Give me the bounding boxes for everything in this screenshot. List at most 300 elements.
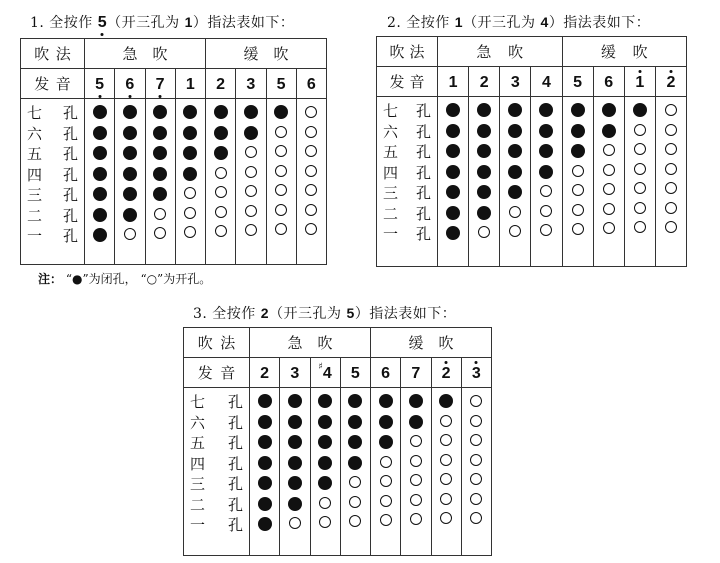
closed-hole-icon bbox=[214, 146, 228, 160]
open-hole-icon bbox=[540, 205, 552, 217]
fingering-column bbox=[593, 97, 624, 267]
open-hole-icon bbox=[440, 512, 452, 524]
open-hole-icon bbox=[305, 106, 317, 118]
closed-hole-icon bbox=[508, 165, 522, 179]
footnote bbox=[38, 270, 211, 287]
closed-hole-icon bbox=[258, 456, 272, 470]
open-hole-icon bbox=[275, 184, 287, 196]
open-hole-icon bbox=[305, 145, 317, 157]
closed-hole-icon bbox=[288, 435, 302, 449]
open-hole-icon bbox=[154, 208, 166, 220]
open-hole-icon bbox=[440, 473, 452, 485]
hole-label bbox=[377, 224, 437, 245]
closed-hole-icon bbox=[153, 126, 167, 140]
method-label bbox=[184, 328, 250, 358]
fingering-column bbox=[310, 388, 340, 556]
open-hole-icon bbox=[124, 228, 136, 240]
pitch-note-cell bbox=[562, 67, 593, 97]
open-hole-icon bbox=[603, 222, 615, 234]
closed-hole-icon bbox=[409, 415, 423, 429]
pitch-note-cell bbox=[250, 358, 280, 388]
closed-hole-icon bbox=[123, 187, 137, 201]
pitch-note-cell bbox=[531, 67, 562, 97]
open-hole-icon bbox=[470, 493, 482, 505]
pitch-note: 2 bbox=[260, 364, 270, 382]
closed-hole-icon bbox=[93, 228, 107, 242]
closed-hole-icon bbox=[446, 103, 460, 117]
closed-hole-icon bbox=[93, 167, 107, 181]
closed-hole-icon bbox=[244, 105, 258, 119]
closed-hole-icon bbox=[214, 126, 228, 140]
label-char: 急 bbox=[287, 334, 303, 352]
closed-hole-icon bbox=[318, 415, 332, 429]
hole-number: 二 bbox=[190, 495, 206, 514]
open-hole-icon bbox=[470, 454, 482, 466]
pitch-note: 6 bbox=[306, 75, 316, 93]
closed-hole-icon bbox=[446, 165, 460, 179]
fingering-table-1 bbox=[20, 38, 327, 265]
fingering-column bbox=[562, 97, 593, 267]
open-hole-icon bbox=[215, 186, 227, 198]
label-char: 吹 bbox=[273, 45, 289, 63]
label-char: 音 bbox=[220, 364, 236, 382]
pitch-label bbox=[377, 67, 438, 97]
pitch-note-cell bbox=[85, 69, 115, 99]
label-char: 缓 bbox=[600, 43, 616, 61]
slow-blow-header bbox=[206, 39, 327, 69]
hole-word: 孔 bbox=[415, 143, 431, 161]
pitch-note-cell bbox=[266, 69, 296, 99]
title-text: 3. 全按作 bbox=[193, 306, 261, 322]
slow-blow-header bbox=[371, 328, 492, 358]
open-hole-icon bbox=[665, 163, 677, 175]
open-hole-icon bbox=[410, 474, 422, 486]
fingering-body bbox=[184, 388, 492, 556]
open-hole-icon bbox=[665, 124, 677, 136]
open-hole-icon bbox=[215, 167, 227, 179]
pitch-note-cell bbox=[371, 358, 401, 388]
open-hole-icon bbox=[410, 513, 422, 525]
fingering-column bbox=[206, 99, 236, 265]
pitch-note-cell bbox=[500, 67, 531, 97]
hole-labels bbox=[184, 388, 250, 556]
fingering-column bbox=[500, 97, 531, 267]
table-1-title bbox=[30, 12, 294, 32]
open-hole-icon bbox=[184, 207, 196, 219]
open-hole-icon bbox=[245, 185, 257, 197]
open-hole-icon bbox=[572, 223, 584, 235]
closed-hole-icon bbox=[183, 146, 197, 160]
title-text: 2. 全按作 bbox=[387, 15, 455, 31]
pitch-note-cell bbox=[340, 358, 370, 388]
label-char: 发 bbox=[34, 75, 50, 93]
hole-number: 三 bbox=[383, 184, 399, 202]
fingering-column bbox=[438, 97, 469, 267]
open-hole-icon bbox=[275, 165, 287, 177]
open-hole-icon bbox=[245, 166, 257, 178]
open-hole-icon bbox=[380, 495, 392, 507]
closed-hole-icon bbox=[93, 187, 107, 201]
label-char: 吹 bbox=[438, 334, 454, 352]
open-hole-icon bbox=[319, 497, 331, 509]
hole-label bbox=[377, 163, 437, 184]
pitch-note: 6 bbox=[604, 73, 614, 91]
title-text: （开三孔为 bbox=[107, 15, 185, 31]
pitch-note-cell bbox=[438, 67, 469, 97]
open-hole-icon bbox=[470, 395, 482, 407]
label-char: 音 bbox=[55, 75, 71, 93]
open-hole-icon bbox=[349, 515, 361, 527]
pitch-note: 3 bbox=[246, 75, 256, 93]
pitch-note-cell bbox=[310, 358, 340, 388]
label-char: 法 bbox=[409, 43, 425, 61]
title-text: 1. 全按作 bbox=[30, 15, 98, 31]
open-hole-icon bbox=[665, 143, 677, 155]
hole-word: 孔 bbox=[62, 124, 78, 143]
hole-word: 孔 bbox=[62, 165, 78, 184]
closed-hole-icon bbox=[348, 435, 362, 449]
closed-hole-icon bbox=[258, 497, 272, 511]
closed-hole-icon bbox=[571, 144, 585, 158]
header-row-pitch bbox=[184, 358, 492, 388]
closed-hole-icon bbox=[446, 124, 460, 138]
header-row-pitch bbox=[377, 67, 687, 97]
closed-hole-icon bbox=[183, 126, 197, 140]
hole-word: 孔 bbox=[227, 454, 243, 473]
open-hole-icon bbox=[470, 512, 482, 524]
hole-word: 孔 bbox=[227, 516, 243, 534]
closed-hole-icon bbox=[539, 144, 553, 158]
fingering-column bbox=[236, 99, 266, 265]
fingering-column bbox=[624, 97, 655, 267]
closed-hole-icon bbox=[602, 124, 616, 138]
label-char: 吹 bbox=[152, 45, 168, 63]
label-char: 发 bbox=[197, 364, 213, 382]
label-char: 吹 bbox=[632, 43, 648, 61]
open-hole-icon bbox=[665, 182, 677, 194]
closed-hole-icon bbox=[123, 208, 137, 222]
pitch-note: 5 bbox=[95, 75, 105, 93]
closed-hole-icon bbox=[539, 165, 553, 179]
hole-word: 孔 bbox=[415, 102, 431, 120]
table-2-title bbox=[387, 12, 650, 32]
open-hole-icon bbox=[410, 455, 422, 467]
fast-blow-header bbox=[250, 328, 371, 358]
hole-number: 五 bbox=[27, 145, 43, 163]
open-hole-icon bbox=[215, 225, 227, 237]
fingering-column bbox=[145, 99, 175, 265]
open-hole-icon bbox=[289, 517, 301, 529]
hole-word: 孔 bbox=[62, 145, 78, 163]
open-hole-icon bbox=[603, 183, 615, 195]
open-hole-icon bbox=[572, 165, 584, 177]
open-hole-icon bbox=[410, 435, 422, 447]
label-char: 急 bbox=[476, 43, 492, 61]
hole-label bbox=[184, 433, 249, 454]
label-char: 吹 bbox=[317, 334, 333, 352]
pitch-note: 6 bbox=[381, 364, 391, 382]
hole-label bbox=[184, 495, 249, 516]
closed-hole-icon bbox=[258, 517, 272, 531]
pitch-label bbox=[184, 358, 250, 388]
hole-number: 七 bbox=[383, 102, 399, 120]
closed-hole-icon bbox=[258, 476, 272, 490]
pitch-note: 1 bbox=[448, 73, 458, 91]
open-hole-icon bbox=[440, 493, 452, 505]
hole-label bbox=[21, 185, 84, 206]
hole-labels bbox=[377, 97, 438, 267]
title-text: ）指法表如下： bbox=[192, 15, 295, 31]
closed-hole-icon bbox=[258, 394, 272, 408]
pitch-note: 6 bbox=[125, 75, 135, 93]
hole-number: 四 bbox=[27, 165, 43, 184]
open-symbol: “○” bbox=[140, 272, 164, 286]
fast-blow-header bbox=[85, 39, 206, 69]
hole-label bbox=[184, 392, 249, 413]
closed-hole-icon bbox=[274, 105, 288, 119]
fingering-column bbox=[296, 99, 326, 265]
label-char: 吹 bbox=[197, 334, 213, 352]
fingering-body bbox=[21, 99, 327, 265]
hole-number: 三 bbox=[27, 186, 43, 204]
pitch-note: 7 bbox=[155, 75, 165, 93]
hole-number: 二 bbox=[383, 204, 399, 223]
label-char: 法 bbox=[55, 45, 71, 63]
hole-word: 孔 bbox=[415, 204, 431, 223]
hole-number: 六 bbox=[27, 124, 43, 143]
open-hole-icon bbox=[440, 434, 452, 446]
closed-hole-icon bbox=[93, 208, 107, 222]
open-hole-icon bbox=[305, 165, 317, 177]
hole-number: 四 bbox=[190, 454, 206, 473]
title-text: （开三孔为 bbox=[463, 15, 541, 31]
closed-hole-icon bbox=[258, 415, 272, 429]
open-hole-icon bbox=[215, 206, 227, 218]
fingering-column bbox=[531, 97, 562, 267]
open-hole-icon bbox=[665, 202, 677, 214]
hole-number: 六 bbox=[383, 122, 399, 141]
hole-word: 孔 bbox=[62, 206, 78, 225]
header-row-method bbox=[377, 37, 687, 67]
closed-hole-icon bbox=[153, 105, 167, 119]
closed-hole-icon bbox=[379, 435, 393, 449]
hole-word: 孔 bbox=[415, 225, 431, 243]
closed-hole-icon bbox=[123, 105, 137, 119]
open-hole-icon bbox=[305, 204, 317, 216]
open-hole-icon bbox=[509, 225, 521, 237]
open-text: 为开孔。 bbox=[163, 272, 212, 286]
closed-hole-icon bbox=[93, 105, 107, 119]
open-hole-icon bbox=[634, 143, 646, 155]
closed-hole-icon bbox=[258, 435, 272, 449]
hole-label bbox=[184, 454, 249, 475]
closed-hole-icon bbox=[318, 435, 332, 449]
pitch-note: 5 bbox=[350, 364, 360, 382]
fingering-column bbox=[371, 388, 401, 556]
hole-word: 孔 bbox=[227, 475, 243, 493]
label-char: 吹 bbox=[389, 43, 405, 61]
open-hole-icon bbox=[275, 126, 287, 138]
closed-hole-icon bbox=[348, 394, 362, 408]
open-hole-icon bbox=[540, 185, 552, 197]
open-hole-icon bbox=[319, 516, 331, 528]
title-note: 1 bbox=[454, 14, 464, 30]
title-text: ）指法表如下： bbox=[548, 15, 651, 31]
closed-hole-icon bbox=[288, 497, 302, 511]
fingering-table-2 bbox=[376, 36, 687, 267]
hole-label bbox=[21, 144, 84, 165]
open-hole-icon bbox=[410, 494, 422, 506]
fingering-column bbox=[469, 97, 500, 267]
closed-symbol: “●” bbox=[65, 272, 89, 286]
pitch-note-cell bbox=[145, 69, 175, 99]
hole-label bbox=[21, 103, 84, 124]
pitch-note-cell bbox=[280, 358, 310, 388]
closed-hole-icon bbox=[477, 103, 491, 117]
header-row-pitch bbox=[21, 69, 327, 99]
label-char: 缓 bbox=[243, 45, 259, 63]
closed-hole-icon bbox=[348, 456, 362, 470]
pitch-note: 5 bbox=[573, 73, 583, 91]
open-hole-icon bbox=[509, 206, 521, 218]
hole-word: 孔 bbox=[62, 227, 78, 245]
hole-word: 孔 bbox=[62, 104, 78, 122]
hole-number: 五 bbox=[190, 434, 206, 452]
hole-label bbox=[377, 183, 437, 204]
open-hole-icon bbox=[245, 224, 257, 236]
open-hole-icon bbox=[440, 454, 452, 466]
open-hole-icon bbox=[245, 205, 257, 217]
closed-hole-icon bbox=[446, 226, 460, 240]
open-hole-icon bbox=[349, 496, 361, 508]
hole-word: 孔 bbox=[227, 434, 243, 452]
label-char: 音 bbox=[409, 73, 425, 91]
pitch-note-cell bbox=[624, 67, 655, 97]
label-char: 缓 bbox=[408, 334, 424, 352]
pitch-note-cell bbox=[175, 69, 205, 99]
closed-hole-icon bbox=[508, 144, 522, 158]
closed-hole-icon bbox=[633, 103, 647, 117]
fingering-column bbox=[175, 99, 205, 265]
closed-hole-icon bbox=[446, 206, 460, 220]
hole-word: 孔 bbox=[415, 163, 431, 182]
closed-hole-icon bbox=[288, 394, 302, 408]
hole-number: 七 bbox=[190, 393, 206, 411]
pitch-note: 5 bbox=[276, 75, 286, 93]
closed-hole-icon bbox=[153, 187, 167, 201]
hole-word: 孔 bbox=[227, 413, 243, 432]
open-hole-icon bbox=[275, 145, 287, 157]
hole-label bbox=[377, 142, 437, 163]
closed-hole-icon bbox=[288, 456, 302, 470]
fingering-body bbox=[377, 97, 687, 267]
pitch-note: 1 bbox=[635, 73, 645, 91]
closed-hole-icon bbox=[571, 124, 585, 138]
closed-hole-icon bbox=[348, 415, 362, 429]
closed-hole-icon bbox=[409, 394, 423, 408]
title-note: 1 bbox=[184, 14, 193, 30]
pitch-note-cell bbox=[655, 67, 686, 97]
pitch-label bbox=[21, 69, 85, 99]
closed-hole-icon bbox=[318, 476, 332, 490]
title-text: ）指法表如下： bbox=[354, 306, 457, 322]
closed-hole-icon bbox=[477, 206, 491, 220]
closed-hole-icon bbox=[379, 394, 393, 408]
open-hole-icon bbox=[634, 221, 646, 233]
closed-hole-icon bbox=[153, 167, 167, 181]
hole-number: 七 bbox=[27, 104, 43, 122]
fingering-column bbox=[401, 388, 431, 556]
open-hole-icon bbox=[478, 226, 490, 238]
closed-hole-icon bbox=[477, 185, 491, 199]
pitch-note: 2 bbox=[479, 73, 489, 91]
hole-number: 一 bbox=[27, 227, 43, 245]
open-hole-icon bbox=[275, 204, 287, 216]
open-hole-icon bbox=[305, 184, 317, 196]
closed-hole-icon bbox=[318, 394, 332, 408]
title-text: （开三孔为 bbox=[269, 306, 347, 322]
pitch-note: 2 bbox=[666, 73, 676, 91]
pitch-note: 2 bbox=[441, 364, 451, 382]
footnote-key: 注： bbox=[38, 272, 63, 286]
closed-hole-icon bbox=[244, 126, 258, 140]
hole-label bbox=[184, 413, 249, 434]
pitch-note: 7 bbox=[411, 364, 421, 382]
open-hole-icon bbox=[470, 473, 482, 485]
closed-hole-icon bbox=[508, 185, 522, 199]
fingering-column bbox=[266, 99, 296, 265]
fingering-column bbox=[655, 97, 686, 267]
fast-blow-header bbox=[438, 37, 563, 67]
hole-number: 五 bbox=[383, 143, 399, 161]
open-hole-icon bbox=[380, 514, 392, 526]
sharp-sign: ♯ bbox=[318, 361, 323, 372]
method-label bbox=[21, 39, 85, 69]
label-char: 急 bbox=[122, 45, 138, 63]
closed-hole-icon bbox=[379, 415, 393, 429]
closed-text: 为闭孔， bbox=[88, 272, 137, 286]
open-hole-icon bbox=[634, 124, 646, 136]
hole-word: 孔 bbox=[227, 393, 243, 411]
hole-number: 四 bbox=[383, 163, 399, 182]
open-hole-icon bbox=[603, 203, 615, 215]
open-hole-icon bbox=[380, 456, 392, 468]
fingering-table-3 bbox=[183, 327, 492, 556]
fingering-column bbox=[431, 388, 461, 556]
closed-hole-icon bbox=[539, 103, 553, 117]
closed-hole-icon bbox=[123, 126, 137, 140]
hole-label bbox=[21, 124, 84, 145]
closed-hole-icon bbox=[183, 167, 197, 181]
open-hole-icon bbox=[634, 202, 646, 214]
open-hole-icon bbox=[572, 184, 584, 196]
hole-labels bbox=[21, 99, 85, 265]
open-hole-icon bbox=[245, 146, 257, 158]
closed-hole-icon bbox=[539, 124, 553, 138]
hole-number: 一 bbox=[190, 516, 206, 534]
fingering-column bbox=[461, 388, 491, 556]
pitch-note-cell bbox=[296, 69, 326, 99]
title-note: 4 bbox=[540, 14, 549, 30]
closed-hole-icon bbox=[318, 456, 332, 470]
open-hole-icon bbox=[184, 226, 196, 238]
pitch-note-cell bbox=[115, 69, 145, 99]
closed-hole-icon bbox=[508, 124, 522, 138]
open-hole-icon bbox=[634, 163, 646, 175]
open-hole-icon bbox=[275, 223, 287, 235]
open-hole-icon bbox=[540, 224, 552, 236]
closed-hole-icon bbox=[153, 146, 167, 160]
